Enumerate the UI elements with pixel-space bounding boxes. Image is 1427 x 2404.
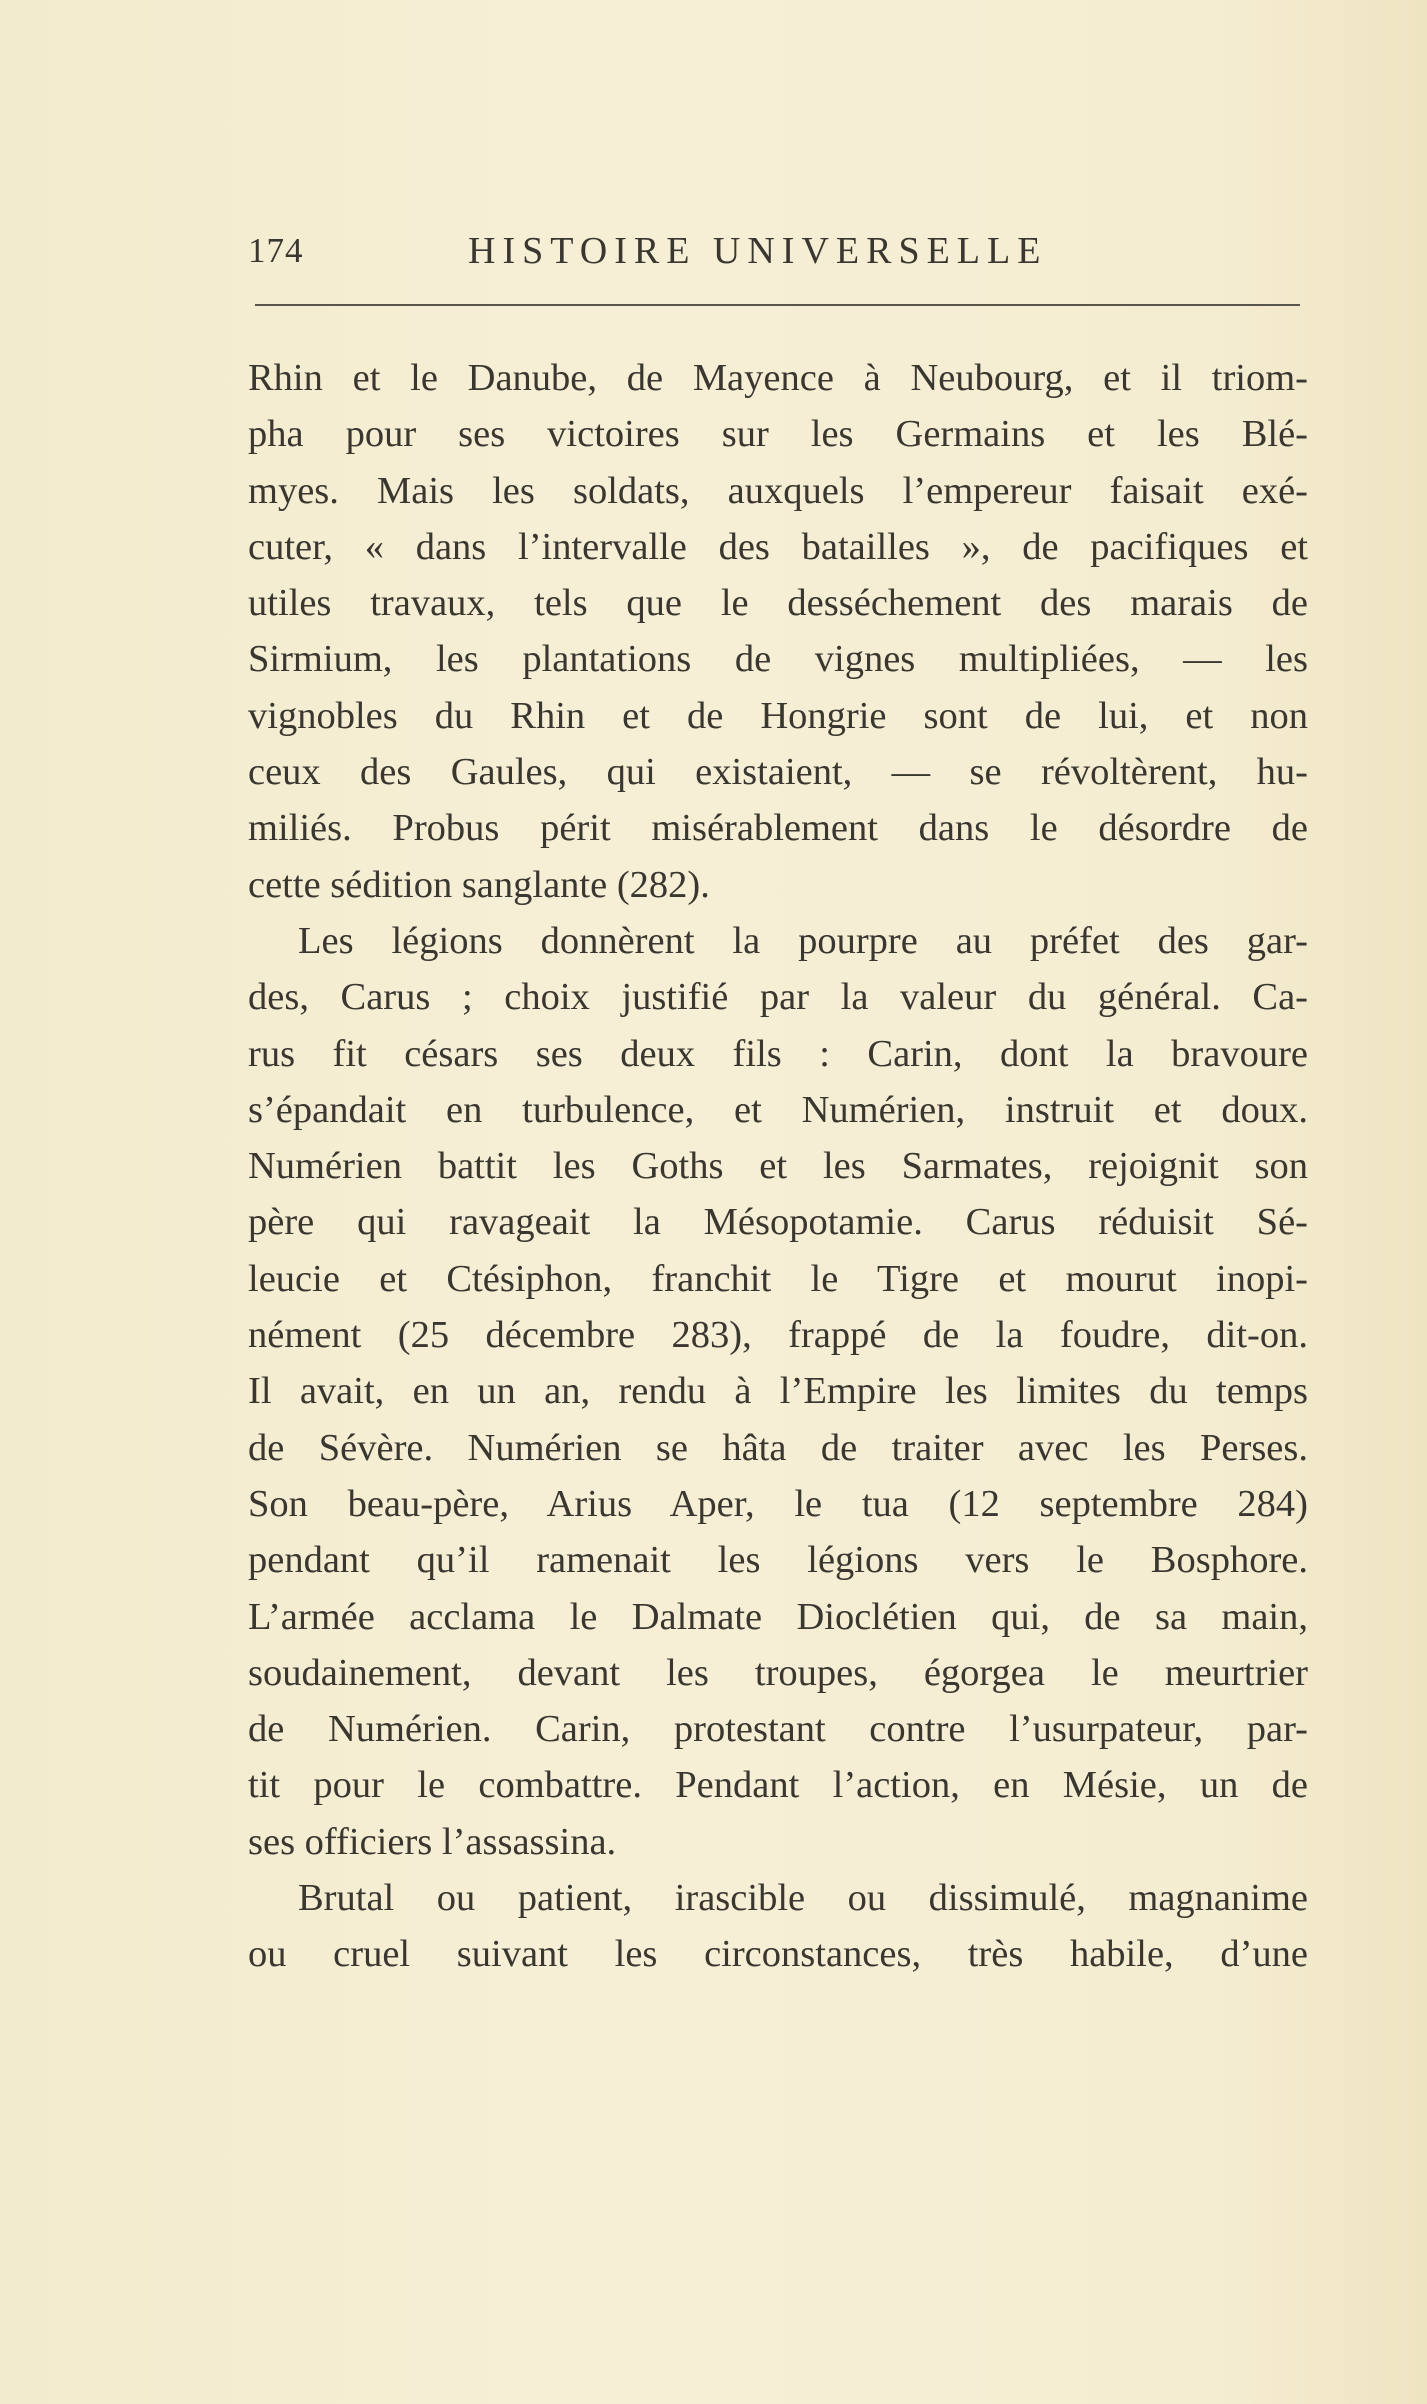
text-line: nément (25 décembre 283), frappé de la foudre, dit-on. bbox=[248, 1314, 1308, 1357]
paragraph-end-line: cette sédition sanglante (282). bbox=[248, 863, 710, 906]
text-line: myes. Mais les soldats, auxquels l’empereur faisait exé- bbox=[248, 469, 1308, 512]
text-line: tit pour le combattre. Pendant l’action, en Mésie, un de bbox=[248, 1764, 1308, 1807]
text-line: vignobles du Rhin et de Hongrie sont de lui, et non bbox=[248, 694, 1308, 737]
page-header bbox=[248, 225, 1303, 281]
text-line: Il avait, en un an, rendu à l’Empire les limites du temps bbox=[248, 1370, 1308, 1413]
text-line: Numérien battit les Goths et les Sarmates, rejoignit son bbox=[248, 1145, 1308, 1188]
text-line: Son beau-père, Arius Aper, le tua (12 septembre 284) bbox=[248, 1482, 1308, 1525]
text-line: des, Carus ; choix justifié par la valeur du général. Ca- bbox=[248, 976, 1308, 1019]
paragraph-start-line: Les légions donnèrent la pourpre au préfet des gar- bbox=[298, 919, 1308, 962]
text-line: pendant qu’il ramenait les légions vers le Bosphore. bbox=[248, 1539, 1308, 1582]
text-line: leucie et Ctésiphon, franchit le Tigre et mourut inopi- bbox=[248, 1257, 1308, 1300]
text-line: miliés. Probus périt misérablement dans le désordre de bbox=[248, 807, 1308, 850]
text-line: s’épandait en turbulence, et Numérien, instruit et doux. bbox=[248, 1088, 1308, 1131]
text-line: cuter, « dans l’intervalle des batailles », de pacifiques et bbox=[248, 525, 1308, 568]
paragraph-end-line: ses officiers l’assassina. bbox=[248, 1820, 617, 1863]
text-line: rus fit césars ses deux fils : Carin, dont la bravoure bbox=[248, 1032, 1308, 1075]
text-line: utiles travaux, tels que le desséchement des marais de bbox=[248, 582, 1308, 625]
page-number: 174 bbox=[248, 231, 304, 270]
text-line: Sirmium, les plantations de vignes multipliées, — les bbox=[248, 638, 1308, 681]
text-line: pha pour ses victoires sur les Germains et les Blé- bbox=[248, 413, 1308, 456]
text-line: père qui ravageait la Mésopotamie. Carus réduisit Sé- bbox=[248, 1201, 1308, 1244]
text-line: de Sévère. Numérien se hâta de traiter avec les Perses. bbox=[248, 1426, 1308, 1469]
text-line: ceux des Gaules, qui existaient, — se révoltèrent, hu- bbox=[248, 751, 1308, 794]
text-line: Rhin et le Danube, de Mayence à Neubourg, et il triom- bbox=[248, 357, 1308, 399]
text-line: de Numérien. Carin, protestant contre l’usurpateur, par- bbox=[248, 1708, 1308, 1751]
paragraph-start-line: Brutal ou patient, irascible ou dissimulé, magnanime bbox=[298, 1877, 1308, 1920]
body-text bbox=[248, 350, 1308, 1983]
text-line: L’armée acclama le Dalmate Dioclétien qui, de sa main, bbox=[248, 1595, 1308, 1638]
header-rule bbox=[255, 304, 1300, 306]
running-title: HISTOIRE UNIVERSELLE bbox=[468, 230, 1048, 272]
text-line: ou cruel suivant les circonstances, très habile, d’une bbox=[248, 1933, 1308, 1976]
text-line: soudainement, devant les troupes, égorgea le meurtrier bbox=[248, 1651, 1308, 1694]
